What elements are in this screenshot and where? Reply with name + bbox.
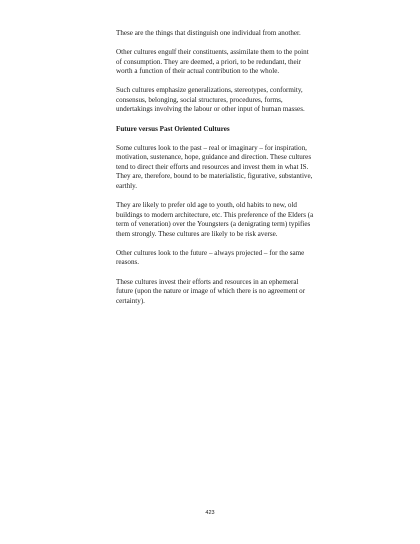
paragraph: Other cultures engulf their constituents, assimilate them to the point of consumption. They are deemed, a priori, to be redundant, their worth a function of their actual contribution to the whole.: [116, 48, 309, 76]
paragraph: Some cultures look to the past – real or imaginary – for inspiration, motivation, sustenance, hope, guidance and direction. These cultures tend to direct their efforts and resources and invest them in what IS. They are, therefore, bound to be materialistic, figurative, substantive, earthly.: [116, 143, 313, 190]
paragraph: Such cultures emphasize generalizations, stereotypes, conformity, consensus, belonging, social structures, procedures, forms, undertakings involving the labour or other input of human masses.: [116, 86, 305, 114]
section-heading: Future versus Past Oriented Cultures: [116, 124, 230, 133]
paragraph: These cultures invest their efforts and resources in an ephemeral future (upon the nature or image of which there is no agreement or certainty).: [116, 277, 306, 305]
body-text-column: [116, 29, 316, 316]
page-number: 423: [205, 510, 215, 516]
paragraph: Other cultures look to the future – always projected – for the same reasons.: [116, 248, 305, 267]
paragraph: These are the things that distinguish one individual from another.: [116, 29, 301, 37]
paragraph: They are likely to prefer old age to youth, old habits to new, old buildings to modern architecture, etc. This preference of the Elders (a term of veneration) over the Youngsters (a denigrating term) typifies them strongly. These cultures are likely to be risk averse.: [116, 201, 314, 238]
